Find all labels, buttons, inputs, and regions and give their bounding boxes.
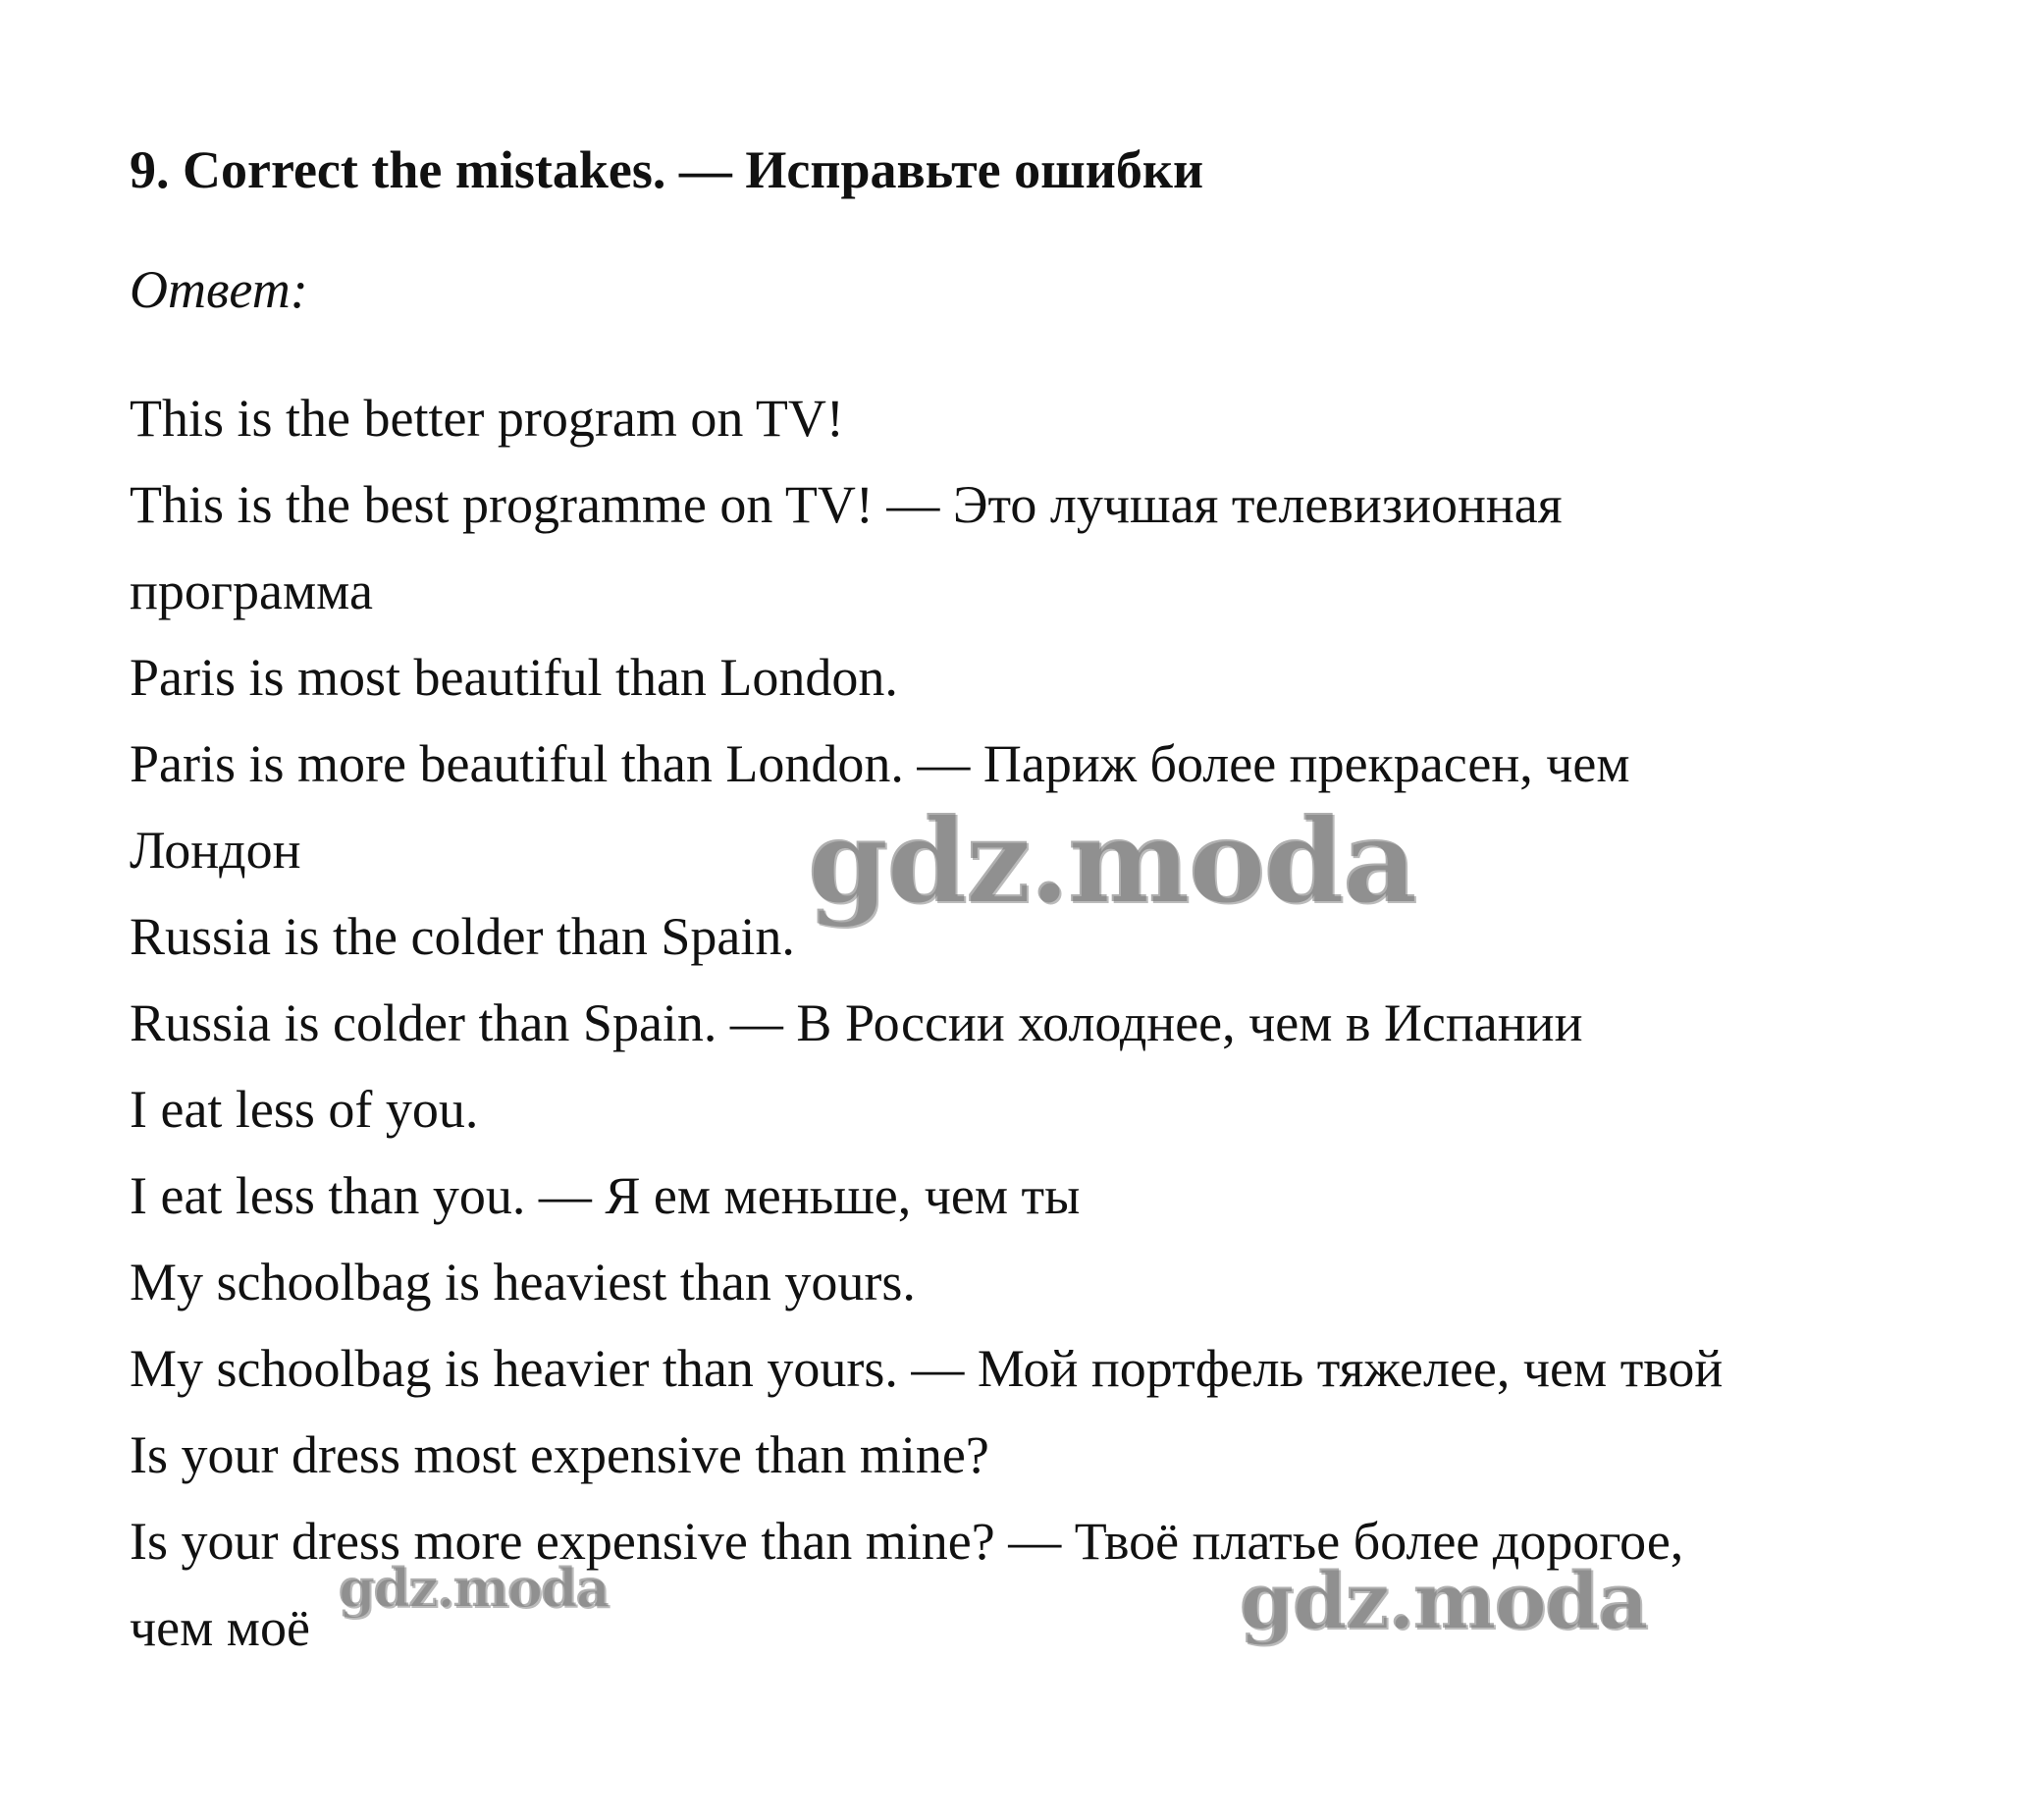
- text-line: Russia is colder than Spain. — В России холоднее, чем в Испании: [130, 993, 1583, 1052]
- text-line: Лондон: [130, 821, 301, 880]
- text-line: Is your dress more expensive than mine? — Твоё платье более дорогое,: [130, 1512, 1684, 1571]
- text-line: This is the best programme on TV! — Это лучшая телевизионная: [130, 475, 1563, 534]
- text-line: Russia is the colder than Spain.: [130, 907, 795, 966]
- text-line: чем моё: [130, 1598, 310, 1657]
- text-line: Paris is most beautiful than London.: [130, 648, 898, 707]
- text-line: программа: [130, 562, 373, 620]
- text-line: My schoolbag is heaviest than yours.: [130, 1253, 916, 1311]
- text-line: My schoolbag is heavier than yours. — Мой портфель тяжелее, чем твой: [130, 1339, 1724, 1398]
- text-line: Paris is more beautiful than London. — Париж более прекрасен, чем: [130, 734, 1630, 793]
- text-line: Is your dress most expensive than mine?: [130, 1425, 989, 1484]
- watermark-center: gdz.moda: [807, 792, 1415, 929]
- watermark-bottom-right: gdz.moda: [1239, 1554, 1646, 1646]
- answer-label: Ответ:: [130, 260, 308, 319]
- text-line: I eat less of you.: [130, 1080, 479, 1139]
- watermark-bottom-left: gdz.moda: [338, 1556, 608, 1619]
- text-line: This is the better program on TV!: [130, 389, 844, 448]
- answer-lines: [130, 375, 1975, 1671]
- exercise-heading: 9. Correct the mistakes. — Исправьте ошибки: [130, 140, 1204, 199]
- text-line: I eat less than you. — Я ем меньше, чем ты: [130, 1166, 1081, 1225]
